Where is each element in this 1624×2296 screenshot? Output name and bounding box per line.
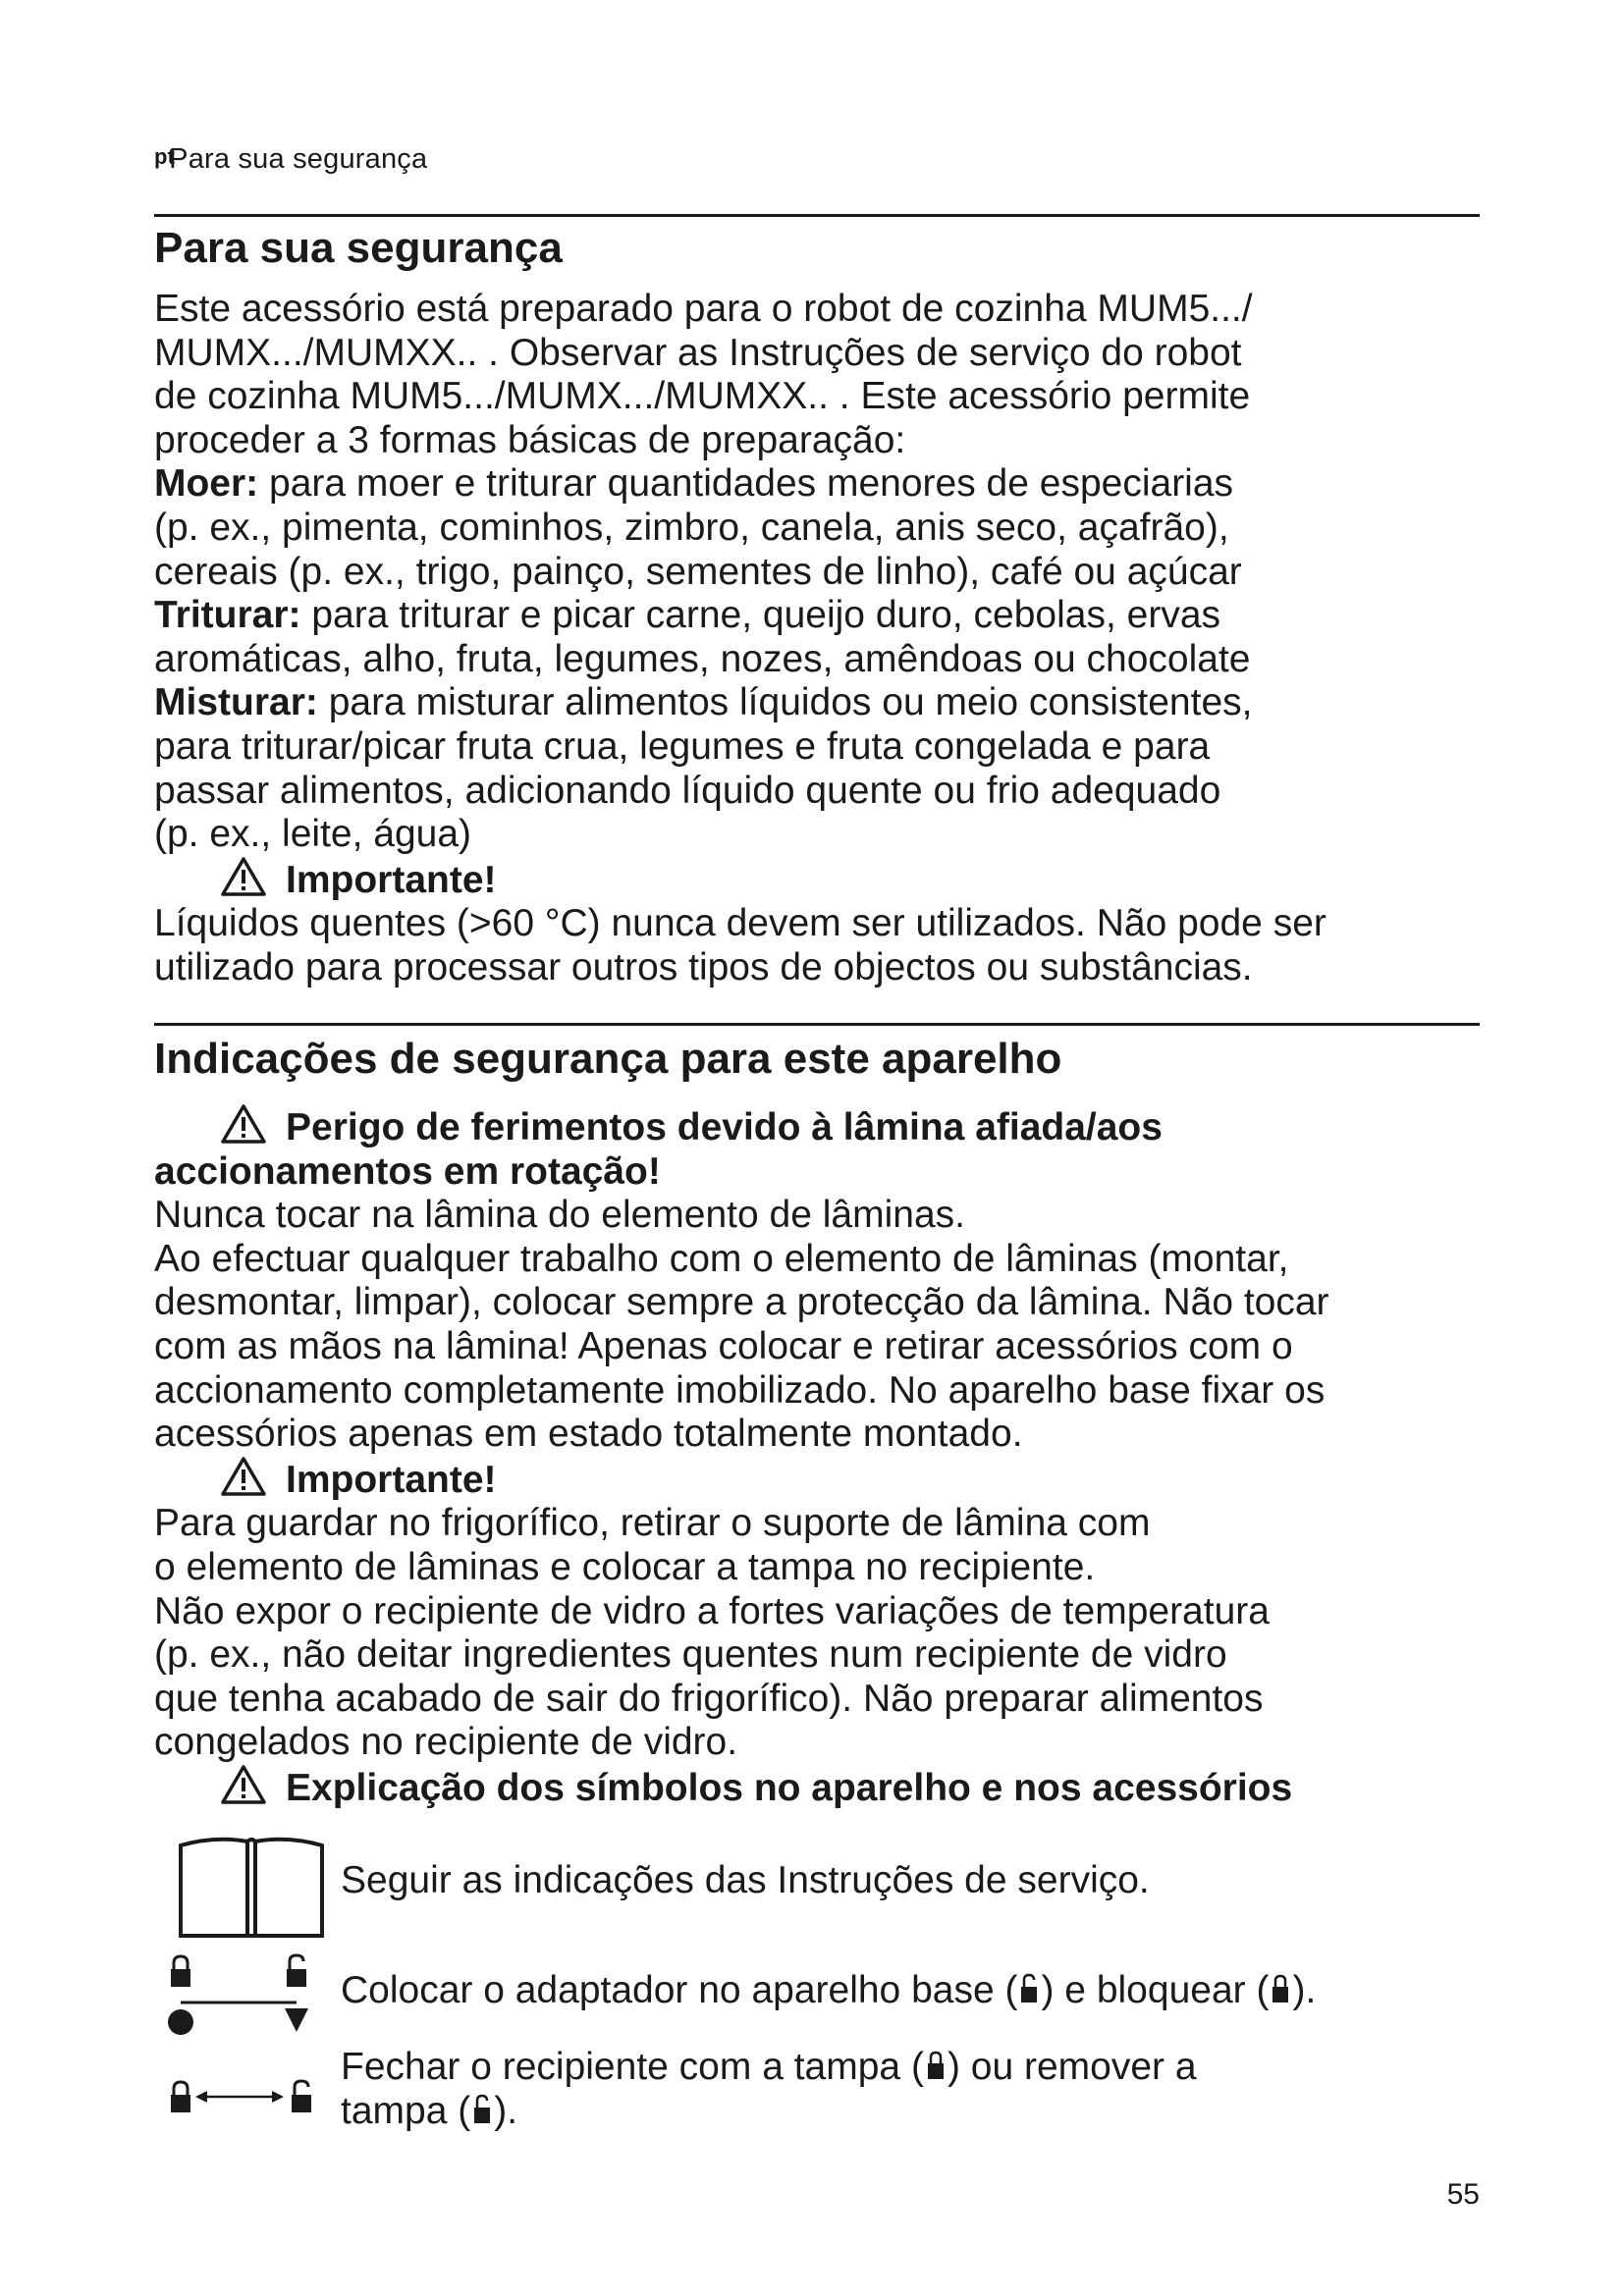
unlock-icon (472, 2094, 492, 2127)
danger-text: Nunca tocar na lâmina do elemento de lâminas. (154, 1194, 965, 1237)
adapter-text: Colocar o adaptador no aparelho base ( ) e bloquear ( ). (341, 1969, 1317, 2011)
safety-intro-block (154, 288, 1480, 990)
danger-heading-cont: accionamentos em rotação! (154, 1149, 661, 1193)
manual-book-icon (178, 1834, 325, 1942)
section-divider (154, 214, 1480, 217)
important-heading: Importante! (154, 857, 1480, 903)
intro-line: proceder a 3 formas básicas de preparação: (154, 418, 906, 461)
warning-icon (221, 857, 266, 896)
important-text: (p. ex., não deitar ingredientes quentes num recipiente de vidro (154, 1633, 1227, 1677)
section-title-safety: Para sua segurança (154, 224, 563, 272)
misturar-text: passar alimentos, adicionando líquido quente ou frio adequado (154, 769, 1221, 812)
important-text: Para guardar no frigorífico, retirar o suporte de lâmina com (154, 1502, 1151, 1545)
language-code: pt (154, 144, 176, 169)
lid-text: Fechar o recipiente com a tampa ( ) ou remover a tampa ( ). (341, 2046, 1197, 2132)
important-text: congelados no recipiente de vidro. (154, 1721, 738, 1764)
important-text: Líquidos quentes (>60 °C) nunca devem ser utilizados. Não pode ser (154, 902, 1326, 945)
misturar-text: para triturar/picar fruta crua, legumes e fruta congelada e para (154, 724, 1211, 768)
unlock-icon (1019, 1973, 1039, 2006)
intro-line: de cozinha MUM5.../MUMX.../MUMXX.. . Este acessório permite (154, 375, 1251, 418)
danger-heading: Perigo de ferimentos devido à lâmina afiada/aos (154, 1104, 1480, 1150)
danger-text: acessórios apenas em estado totalmente montado. (154, 1413, 1023, 1456)
danger-text: Ao efectuar qualquer trabalho com o elemento de lâminas (montar, (154, 1237, 1289, 1280)
misturar-label: Misturar: (154, 681, 318, 724)
important-text: que tenha acabado de sair do frigorífico). Não preparar alimentos (154, 1677, 1264, 1720)
page-number: 55 (1446, 2178, 1480, 2211)
triturar-text: aromáticas, alho, fruta, legumes, nozes, amêndoas ou chocolate (154, 637, 1251, 680)
danger-text: accionamento completamente imobilizado. No aparelho base fixar os (154, 1368, 1326, 1412)
section-title-device-safety: Indicações de segurança para este aparelho (154, 1035, 1062, 1083)
running-title: Para sua segurança (169, 143, 428, 175)
triturar-text: para triturar e picar carne, queijo duro, cebolas, ervas (300, 594, 1221, 637)
important-text: Não expor o recipiente de vidro a fortes variações de temperatura (154, 1589, 1270, 1632)
lock-icon (1271, 1973, 1290, 2006)
device-safety-block (154, 1104, 1480, 1811)
adapter-lock-diagram-icon (164, 1953, 321, 2042)
running-header (154, 143, 427, 176)
intro-line: MUMX.../MUMXX.. . Observar as Instruções de serviço do robot (154, 331, 1242, 374)
misturar-text: para misturar alimentos líquidos ou meio consistentes, (317, 681, 1253, 724)
moer-label: Moer: (154, 462, 259, 506)
important-text: utilizado para processar outros tipos de objectos ou substâncias. (154, 945, 1253, 988)
warning-icon (221, 1765, 266, 1804)
danger-text: com as mãos na lâmina! Apenas colocar e retirar acessórios com o (154, 1324, 1293, 1367)
symbols-heading: Explicação dos símbolos no aparelho e nos acessórios (154, 1765, 1480, 1811)
warning-icon (221, 1457, 266, 1496)
section-divider (154, 1023, 1480, 1026)
important-text: o elemento de lâminas e colocar a tampa no recipiente. (154, 1545, 1096, 1588)
moer-text: (p. ex., pimenta, cominhos, zimbro, canela, anis seco, açafrão), (154, 506, 1229, 549)
moer-text: cereais (p. ex., trigo, painço, sementes de linho), café ou açúcar (154, 550, 1242, 593)
lock-icon (926, 2050, 946, 2083)
important-heading: Importante! (154, 1457, 1480, 1503)
misturar-text: (p. ex., leite, água) (154, 813, 472, 856)
triturar-label: Triturar: (154, 594, 301, 637)
danger-text: desmontar, limpar), colocar sempre a protecção da lâmina. Não tocar (154, 1281, 1329, 1324)
moer-text: para moer e triturar quantidades menores de especiarias (258, 462, 1234, 506)
manual-text: Seguir as indicações das Instruções de serviço. (341, 1859, 1150, 1901)
lid-lock-toggle-icon (164, 2075, 321, 2134)
warning-icon (221, 1104, 266, 1144)
intro-line: Este acessório está preparado para o robot de cozinha MUM5.../ (154, 288, 1253, 330)
